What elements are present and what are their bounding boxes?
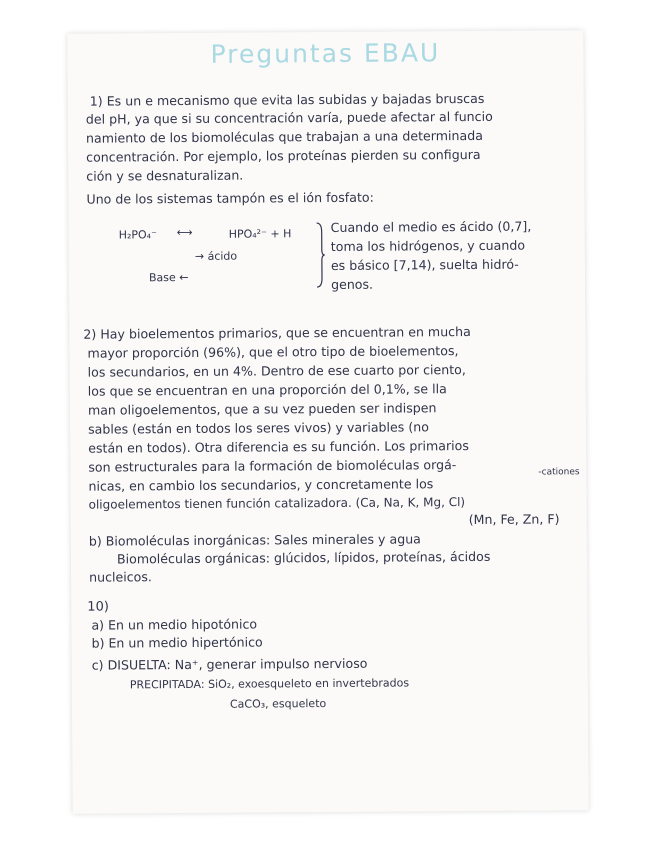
q2-line-11: (Mn, Fe, Zn, F) (468, 511, 560, 528)
q2-line-10: oligoelementos tienen función catalizadora. (Ca, Na, K, Mg, Cl) (88, 495, 466, 512)
q2b-line-2: Biomoléculas orgánicas: glúcidos, lípidos, proteínas, ácidos (116, 548, 491, 567)
q10-c: c) DISUELTA: Na⁺, generar impulso nervioso (91, 655, 368, 673)
q2b-line-1: b) Biomoléculas inorgánicas: Sales minerales y agua (88, 531, 421, 549)
q1-explanation-4: genos. (330, 276, 374, 292)
equation-left: H₂PO₄⁻ (118, 228, 157, 242)
q10-a: a) En un medio hipotónico (91, 616, 258, 633)
q2-line-2: mayor proporción (96%), que el otro tipo de bioelementos, (87, 343, 459, 361)
q2-line-4: los que se encuentran en una proporción del 0,1%, se lla (87, 381, 447, 399)
q1-line-5: ción y se desnaturalizan. (86, 167, 244, 184)
equation-arrow: ⟷ (176, 225, 193, 240)
notebook-page (67, 30, 588, 814)
q1-line-2: del pH, ya que si su concentración varía, puede afectar al funcio (85, 108, 493, 127)
q10-c-caco3: CaCO₃, esqueleto (229, 697, 327, 711)
q2-line-9: nicas, en cambio los secundarios, y concretamente los (88, 476, 434, 494)
q2b-line-3: nucleicos. (89, 569, 152, 585)
q2-line-5: man oligoelementos, que a su vez pueden ser indispen (87, 400, 437, 418)
q1-explanation-2: toma los hidrógenos, y cuando (330, 237, 526, 254)
q1-explanation-3: es básico [7,14), suelta hidró- (330, 256, 519, 273)
q2-line-6: sables (están en todos los seres vivos) y variables (no (87, 419, 429, 437)
brace-icon (315, 222, 325, 288)
q1-line-6: Uno de los sistemas tampón es el ión fosfato: (86, 189, 374, 207)
q10-b: b) En un medio hipertónico (91, 634, 263, 651)
equation-base: Base ← (148, 270, 189, 285)
q1-line-1: 1) Es un e mecanismo que evita las subidas y bajadas bruscas (89, 90, 485, 109)
equation-right: HPO₄²⁻ + H (228, 227, 292, 241)
q10-label: 10) (87, 599, 109, 615)
q1-line-4: concentración. Por ejemplo, los proteínas pierden su configura (86, 146, 481, 165)
q2-line-3: los secundarios, en un 4%. Dentro de ese cuarto por ciento, (87, 362, 466, 380)
q2-line-8: son estructurales para la formación de biomoléculas orgá- (88, 457, 457, 475)
q1-explanation-1: Cuando el medio es ácido (0,7], (330, 218, 532, 235)
page-title: Preguntas EBAU (210, 38, 441, 69)
equation-acid: → ácido (194, 249, 238, 263)
q10-c-precipitada: PRECIPITADA: SiO₂, exoesqueleto en invertebrados (129, 676, 410, 692)
q2-line-7: están en todos). Otra diferencia es su función. Los primarios (88, 438, 469, 456)
q2-line-1: 2) Hay bioelementos primarios, que se encuentran en mucha (83, 324, 471, 342)
q2-side-note: -cationes (538, 467, 580, 478)
q1-line-3: namiento de los biomoléculas que trabajan a una determinada (85, 127, 483, 146)
